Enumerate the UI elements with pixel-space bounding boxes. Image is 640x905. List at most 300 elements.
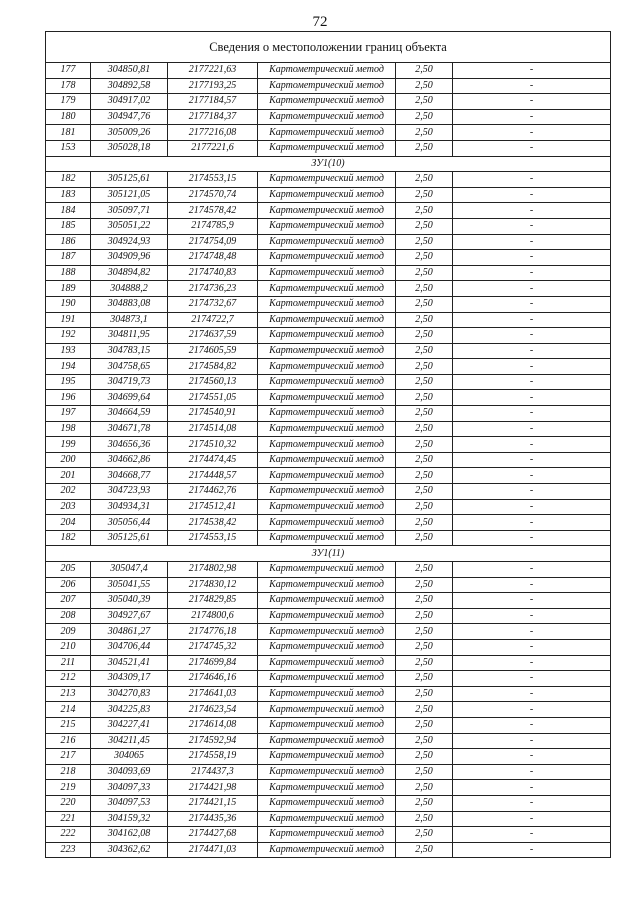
description-cell: - <box>453 608 611 624</box>
point-number-cell: 197 <box>46 406 91 422</box>
point-number-cell: 213 <box>46 686 91 702</box>
coord-y-cell: 2177216,08 <box>168 125 258 141</box>
coord-y-cell: 2174736,23 <box>168 281 258 297</box>
coord-x-cell: 304309,17 <box>91 671 168 687</box>
coord-y-cell: 2174553,15 <box>168 530 258 546</box>
point-number-cell: 191 <box>46 312 91 328</box>
coord-y-cell: 2174614,08 <box>168 717 258 733</box>
description-cell: - <box>453 125 611 141</box>
description-cell: - <box>453 374 611 390</box>
point-number-cell: 184 <box>46 203 91 219</box>
coord-x-cell: 304892,58 <box>91 78 168 94</box>
table-row <box>46 296 611 312</box>
accuracy-cell: 2,50 <box>396 452 453 468</box>
method-cell: Картометрический метод <box>258 296 396 312</box>
method-cell: Картометрический метод <box>258 608 396 624</box>
description-cell: - <box>453 686 611 702</box>
method-cell: Картометрический метод <box>258 577 396 593</box>
description-cell: - <box>453 265 611 281</box>
description-cell: - <box>453 78 611 94</box>
table-row <box>46 686 611 702</box>
method-cell: Картометрический метод <box>258 359 396 375</box>
coord-x-cell: 304097,53 <box>91 795 168 811</box>
accuracy-cell: 2,50 <box>396 187 453 203</box>
coord-x-cell: 305097,71 <box>91 203 168 219</box>
method-cell: Картометрический метод <box>258 717 396 733</box>
description-cell: - <box>453 499 611 515</box>
point-number-cell: 223 <box>46 842 91 858</box>
coord-x-cell: 304211,45 <box>91 733 168 749</box>
accuracy-cell: 2,50 <box>396 374 453 390</box>
accuracy-cell: 2,50 <box>396 562 453 578</box>
description-cell: - <box>453 359 611 375</box>
method-cell: Картометрический метод <box>258 499 396 515</box>
description-cell: - <box>453 577 611 593</box>
accuracy-cell: 2,50 <box>396 78 453 94</box>
accuracy-cell: 2,50 <box>396 312 453 328</box>
coord-x-cell: 304783,15 <box>91 343 168 359</box>
coord-x-cell: 304883,08 <box>91 296 168 312</box>
point-number-cell: 216 <box>46 733 91 749</box>
coord-y-cell: 2177184,57 <box>168 94 258 110</box>
table-row <box>46 811 611 827</box>
method-cell: Картометрический метод <box>258 764 396 780</box>
coord-x-cell: 305009,26 <box>91 125 168 141</box>
method-cell: Картометрический метод <box>258 406 396 422</box>
coord-x-cell: 304811,95 <box>91 328 168 344</box>
table-row <box>46 312 611 328</box>
description-cell: - <box>453 515 611 531</box>
table-row <box>46 655 611 671</box>
coord-x-cell: 304093,69 <box>91 764 168 780</box>
method-cell: Картометрический метод <box>258 686 396 702</box>
method-cell: Картометрический метод <box>258 343 396 359</box>
accuracy-cell: 2,50 <box>396 359 453 375</box>
coord-x-cell: 304159,32 <box>91 811 168 827</box>
coord-y-cell: 2174435,36 <box>168 811 258 827</box>
description-cell: - <box>453 702 611 718</box>
method-cell: Картометрический метод <box>258 733 396 749</box>
point-number-cell: 217 <box>46 749 91 765</box>
coord-y-cell: 2174448,57 <box>168 468 258 484</box>
method-cell: Картометрический метод <box>258 265 396 281</box>
coord-y-cell: 2174802,98 <box>168 562 258 578</box>
point-number-cell: 209 <box>46 624 91 640</box>
coord-x-cell: 305051,22 <box>91 218 168 234</box>
description-cell: - <box>453 593 611 609</box>
description-cell: - <box>453 437 611 453</box>
description-cell: - <box>453 281 611 297</box>
section-header-row <box>46 156 611 172</box>
point-number-cell: 190 <box>46 296 91 312</box>
table-row <box>46 390 611 406</box>
description-cell: - <box>453 406 611 422</box>
coord-x-cell: 304664,59 <box>91 406 168 422</box>
point-number-cell: 214 <box>46 702 91 718</box>
table-row <box>46 374 611 390</box>
coord-x-cell: 304719,73 <box>91 374 168 390</box>
coord-y-cell: 2174646,16 <box>168 671 258 687</box>
accuracy-cell: 2,50 <box>396 281 453 297</box>
coord-y-cell: 2174722,7 <box>168 312 258 328</box>
description-cell: - <box>453 484 611 500</box>
description-cell: - <box>453 421 611 437</box>
section-label: ЗУ1(10) <box>46 156 611 172</box>
section-label: ЗУ1(11) <box>46 546 611 562</box>
method-cell: Картометрический метод <box>258 109 396 125</box>
coord-y-cell: 2177184,37 <box>168 109 258 125</box>
coord-x-cell: 304850,81 <box>91 63 168 79</box>
table-row <box>46 406 611 422</box>
coord-x-cell: 304521,41 <box>91 655 168 671</box>
table-row <box>46 437 611 453</box>
accuracy-cell: 2,50 <box>396 639 453 655</box>
coord-x-cell: 304097,33 <box>91 780 168 796</box>
accuracy-cell: 2,50 <box>396 63 453 79</box>
point-number-cell: 222 <box>46 827 91 843</box>
point-number-cell: 218 <box>46 764 91 780</box>
point-number-cell: 188 <box>46 265 91 281</box>
table-row <box>46 764 611 780</box>
method-cell: Картометрический метод <box>258 484 396 500</box>
coord-x-cell: 304362,62 <box>91 842 168 858</box>
method-cell: Картометрический метод <box>258 374 396 390</box>
method-cell: Картометрический метод <box>258 390 396 406</box>
coord-y-cell: 2174584,82 <box>168 359 258 375</box>
accuracy-cell: 2,50 <box>396 842 453 858</box>
coord-y-cell: 2174732,67 <box>168 296 258 312</box>
table-row <box>46 515 611 531</box>
table-row <box>46 234 611 250</box>
description-cell: - <box>453 655 611 671</box>
description-cell: - <box>453 733 611 749</box>
accuracy-cell: 2,50 <box>396 421 453 437</box>
table-row <box>46 593 611 609</box>
description-cell: - <box>453 562 611 578</box>
coord-x-cell: 304656,36 <box>91 437 168 453</box>
description-cell: - <box>453 780 611 796</box>
method-cell: Картометрический метод <box>258 671 396 687</box>
method-cell: Картометрический метод <box>258 515 396 531</box>
method-cell: Картометрический метод <box>258 468 396 484</box>
accuracy-cell: 2,50 <box>396 437 453 453</box>
coord-x-cell: 305121,05 <box>91 187 168 203</box>
coord-y-cell: 2174471,03 <box>168 842 258 858</box>
coord-x-cell: 304671,78 <box>91 421 168 437</box>
coord-x-cell: 304894,82 <box>91 265 168 281</box>
point-number-cell: 219 <box>46 780 91 796</box>
coord-x-cell: 304947,76 <box>91 109 168 125</box>
method-cell: Картометрический метод <box>258 203 396 219</box>
point-number-cell: 205 <box>46 562 91 578</box>
method-cell: Картометрический метод <box>258 452 396 468</box>
description-cell: - <box>453 343 611 359</box>
method-cell: Картометрический метод <box>258 530 396 546</box>
coord-x-cell: 304225,83 <box>91 702 168 718</box>
table-row <box>46 328 611 344</box>
point-number-cell: 182 <box>46 530 91 546</box>
table-row <box>46 63 611 79</box>
point-number-cell: 199 <box>46 437 91 453</box>
method-cell: Картометрический метод <box>258 234 396 250</box>
page-number: 72 <box>312 14 328 30</box>
table-row <box>46 140 611 156</box>
description-cell: - <box>453 717 611 733</box>
coord-x-cell: 304927,67 <box>91 608 168 624</box>
point-number-cell: 194 <box>46 359 91 375</box>
coord-y-cell: 2174623,54 <box>168 702 258 718</box>
table-title-row <box>46 32 611 63</box>
accuracy-cell: 2,50 <box>396 827 453 843</box>
point-number-cell: 198 <box>46 421 91 437</box>
accuracy-cell: 2,50 <box>396 780 453 796</box>
accuracy-cell: 2,50 <box>396 94 453 110</box>
method-cell: Картометрический метод <box>258 639 396 655</box>
description-cell: - <box>453 203 611 219</box>
coord-y-cell: 2174776,18 <box>168 624 258 640</box>
coord-y-cell: 2174510,32 <box>168 437 258 453</box>
point-number-cell: 182 <box>46 172 91 188</box>
coord-y-cell: 2174514,08 <box>168 421 258 437</box>
coord-y-cell: 2174462,76 <box>168 484 258 500</box>
accuracy-cell: 2,50 <box>396 530 453 546</box>
coord-x-cell: 304934,31 <box>91 499 168 515</box>
method-cell: Картометрический метод <box>258 811 396 827</box>
point-number-cell: 180 <box>46 109 91 125</box>
coord-y-cell: 2174512,41 <box>168 499 258 515</box>
point-number-cell: 212 <box>46 671 91 687</box>
accuracy-cell: 2,50 <box>396 140 453 156</box>
description-cell: - <box>453 468 611 484</box>
accuracy-cell: 2,50 <box>396 468 453 484</box>
table-row <box>46 484 611 500</box>
method-cell: Картометрический метод <box>258 328 396 344</box>
method-cell: Картометрический метод <box>258 172 396 188</box>
point-number-cell: 203 <box>46 499 91 515</box>
method-cell: Картометрический метод <box>258 63 396 79</box>
coord-y-cell: 2177221,63 <box>168 63 258 79</box>
coord-y-cell: 2174421,15 <box>168 795 258 811</box>
accuracy-cell: 2,50 <box>396 608 453 624</box>
method-cell: Картометрический метод <box>258 140 396 156</box>
coord-y-cell: 2174754,09 <box>168 234 258 250</box>
description-cell: - <box>453 795 611 811</box>
table-body <box>46 32 611 858</box>
point-number-cell: 221 <box>46 811 91 827</box>
coord-y-cell: 2174538,42 <box>168 515 258 531</box>
description-cell: - <box>453 749 611 765</box>
coord-y-cell: 2174699,84 <box>168 655 258 671</box>
method-cell: Картометрический метод <box>258 842 396 858</box>
description-cell: - <box>453 296 611 312</box>
coord-x-cell: 304662,86 <box>91 452 168 468</box>
table-row <box>46 795 611 811</box>
coord-y-cell: 2174740,83 <box>168 265 258 281</box>
table-row <box>46 343 611 359</box>
coord-y-cell: 2174558,19 <box>168 749 258 765</box>
coord-x-cell: 304873,1 <box>91 312 168 328</box>
table-row <box>46 421 611 437</box>
table-row <box>46 842 611 858</box>
coord-y-cell: 2174421,98 <box>168 780 258 796</box>
method-cell: Картометрический метод <box>258 187 396 203</box>
coord-y-cell: 2174830,12 <box>168 577 258 593</box>
method-cell: Картометрический метод <box>258 593 396 609</box>
description-cell: - <box>453 140 611 156</box>
accuracy-cell: 2,50 <box>396 811 453 827</box>
accuracy-cell: 2,50 <box>396 702 453 718</box>
accuracy-cell: 2,50 <box>396 671 453 687</box>
description-cell: - <box>453 63 611 79</box>
accuracy-cell: 2,50 <box>396 390 453 406</box>
description-cell: - <box>453 842 611 858</box>
coord-x-cell: 304065 <box>91 749 168 765</box>
table-row <box>46 530 611 546</box>
coord-y-cell: 2174592,94 <box>168 733 258 749</box>
coord-x-cell: 305047,4 <box>91 562 168 578</box>
table-row <box>46 452 611 468</box>
accuracy-cell: 2,50 <box>396 795 453 811</box>
table-row <box>46 780 611 796</box>
coord-x-cell: 305041,55 <box>91 577 168 593</box>
coord-y-cell: 2174745,32 <box>168 639 258 655</box>
accuracy-cell: 2,50 <box>396 749 453 765</box>
coord-y-cell: 2174427,68 <box>168 827 258 843</box>
coord-y-cell: 2174474,45 <box>168 452 258 468</box>
point-number-cell: 195 <box>46 374 91 390</box>
accuracy-cell: 2,50 <box>396 265 453 281</box>
coord-y-cell: 2177193,25 <box>168 78 258 94</box>
coord-y-cell: 2174553,15 <box>168 172 258 188</box>
table-row <box>46 608 611 624</box>
point-number-cell: 187 <box>46 250 91 266</box>
coord-x-cell: 305028,18 <box>91 140 168 156</box>
coord-y-cell: 2174785,9 <box>168 218 258 234</box>
coord-x-cell: 305056,44 <box>91 515 168 531</box>
coord-x-cell: 305125,61 <box>91 172 168 188</box>
point-number-cell: 153 <box>46 140 91 156</box>
table-row <box>46 749 611 765</box>
method-cell: Картометрический метод <box>258 562 396 578</box>
table-row <box>46 827 611 843</box>
table-row <box>46 562 611 578</box>
accuracy-cell: 2,50 <box>396 624 453 640</box>
coord-x-cell: 304723,93 <box>91 484 168 500</box>
table-row <box>46 671 611 687</box>
method-cell: Картометрический метод <box>258 312 396 328</box>
table-row <box>46 499 611 515</box>
accuracy-cell: 2,50 <box>396 593 453 609</box>
description-cell: - <box>453 639 611 655</box>
point-number-cell: 202 <box>46 484 91 500</box>
accuracy-cell: 2,50 <box>396 577 453 593</box>
accuracy-cell: 2,50 <box>396 203 453 219</box>
description-cell: - <box>453 390 611 406</box>
point-number-cell: 215 <box>46 717 91 733</box>
table-row <box>46 94 611 110</box>
coord-y-cell: 2174748,48 <box>168 250 258 266</box>
description-cell: - <box>453 187 611 203</box>
method-cell: Картометрический метод <box>258 624 396 640</box>
coord-y-cell: 2174578,42 <box>168 203 258 219</box>
accuracy-cell: 2,50 <box>396 218 453 234</box>
method-cell: Картометрический метод <box>258 421 396 437</box>
table-row <box>46 733 611 749</box>
description-cell: - <box>453 827 611 843</box>
table-row <box>46 187 611 203</box>
method-cell: Картометрический метод <box>258 218 396 234</box>
method-cell: Картометрический метод <box>258 749 396 765</box>
description-cell: - <box>453 312 611 328</box>
coord-x-cell: 304706,44 <box>91 639 168 655</box>
table-row <box>46 717 611 733</box>
table-row <box>46 218 611 234</box>
description-cell: - <box>453 109 611 125</box>
coord-y-cell: 2174551,05 <box>168 390 258 406</box>
point-number-cell: 208 <box>46 608 91 624</box>
coord-x-cell: 304270,83 <box>91 686 168 702</box>
coord-x-cell: 304888,2 <box>91 281 168 297</box>
coord-y-cell: 2177221,6 <box>168 140 258 156</box>
accuracy-cell: 2,50 <box>396 250 453 266</box>
point-number-cell: 204 <box>46 515 91 531</box>
coord-y-cell: 2174829,85 <box>168 593 258 609</box>
coord-y-cell: 2174800,6 <box>168 608 258 624</box>
coord-x-cell: 304909,96 <box>91 250 168 266</box>
point-number-cell: 192 <box>46 328 91 344</box>
method-cell: Картометрический метод <box>258 780 396 796</box>
point-number-cell: 211 <box>46 655 91 671</box>
point-number-cell: 181 <box>46 125 91 141</box>
table-row <box>46 203 611 219</box>
point-number-cell: 183 <box>46 187 91 203</box>
table-row <box>46 639 611 655</box>
description-cell: - <box>453 452 611 468</box>
coord-x-cell: 304758,65 <box>91 359 168 375</box>
point-number-cell: 207 <box>46 593 91 609</box>
point-number-cell: 196 <box>46 390 91 406</box>
method-cell: Картометрический метод <box>258 437 396 453</box>
table-row <box>46 281 611 297</box>
table-row <box>46 109 611 125</box>
accuracy-cell: 2,50 <box>396 109 453 125</box>
method-cell: Картометрический метод <box>258 281 396 297</box>
table-row <box>46 172 611 188</box>
description-cell: - <box>453 328 611 344</box>
method-cell: Картометрический метод <box>258 125 396 141</box>
accuracy-cell: 2,50 <box>396 172 453 188</box>
accuracy-cell: 2,50 <box>396 296 453 312</box>
table-row <box>46 125 611 141</box>
point-number-cell: 206 <box>46 577 91 593</box>
table-row <box>46 265 611 281</box>
point-number-cell: 186 <box>46 234 91 250</box>
coord-x-cell: 304668,77 <box>91 468 168 484</box>
description-cell: - <box>453 218 611 234</box>
table-row <box>46 359 611 375</box>
description-cell: - <box>453 250 611 266</box>
coord-x-cell: 304924,93 <box>91 234 168 250</box>
coord-x-cell: 305125,61 <box>91 530 168 546</box>
description-cell: - <box>453 811 611 827</box>
description-cell: - <box>453 624 611 640</box>
point-number-cell: 193 <box>46 343 91 359</box>
accuracy-cell: 2,50 <box>396 717 453 733</box>
coord-x-cell: 305040,39 <box>91 593 168 609</box>
coord-y-cell: 2174437,3 <box>168 764 258 780</box>
table-row <box>46 468 611 484</box>
point-number-cell: 178 <box>46 78 91 94</box>
